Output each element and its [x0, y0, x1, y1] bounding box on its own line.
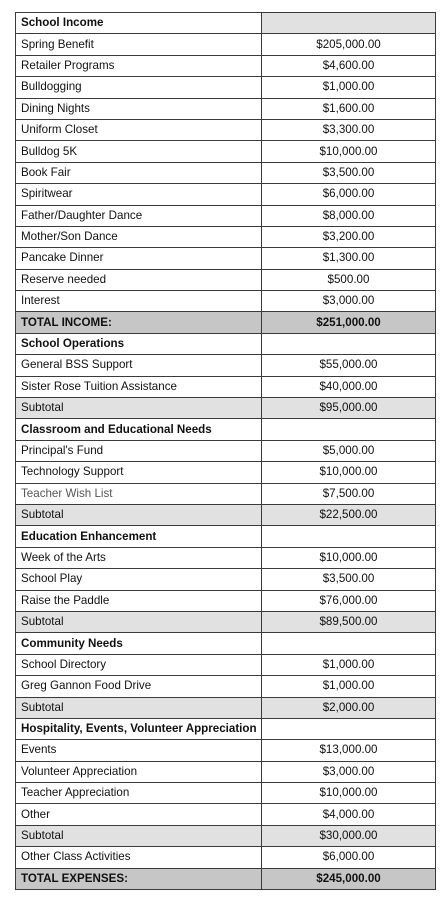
row-amount	[262, 526, 436, 547]
row-label: Retailer Programs	[16, 55, 262, 76]
row-label: Sister Rose Tuition Assistance	[16, 376, 262, 397]
row-amount	[262, 633, 436, 654]
row-amount	[262, 718, 436, 739]
row-amount: $8,000.00	[262, 205, 436, 226]
table-row	[16, 654, 436, 675]
table-row	[16, 783, 436, 804]
row-label: Events	[16, 740, 262, 761]
table-row	[16, 226, 436, 247]
table-row	[16, 55, 436, 76]
row-amount: $251,000.00	[262, 312, 436, 333]
row-label: Week of the Arts	[16, 547, 262, 568]
row-amount: $1,000.00	[262, 654, 436, 675]
row-amount	[262, 419, 436, 440]
row-amount: $3,200.00	[262, 226, 436, 247]
row-amount: $40,000.00	[262, 376, 436, 397]
row-label: Hospitality, Events, Volunteer Appreciation	[16, 718, 262, 739]
table-row	[16, 162, 436, 183]
subtotal-row	[16, 398, 436, 419]
row-label: Subtotal	[16, 825, 262, 846]
row-amount: $3,300.00	[262, 119, 436, 140]
row-amount: $7,500.00	[262, 483, 436, 504]
table-row	[16, 141, 436, 162]
row-amount: $3,500.00	[262, 162, 436, 183]
row-label: TOTAL EXPENSES:	[16, 868, 262, 889]
row-label: Bulldog 5K	[16, 141, 262, 162]
row-amount	[262, 333, 436, 354]
row-amount: $89,500.00	[262, 611, 436, 632]
row-amount: $13,000.00	[262, 740, 436, 761]
subtotal-row	[16, 697, 436, 718]
row-amount: $3,500.00	[262, 569, 436, 590]
section-header-row	[16, 633, 436, 654]
row-amount: $1,000.00	[262, 77, 436, 98]
row-label: Spring Benefit	[16, 34, 262, 55]
table-row	[16, 847, 436, 868]
row-label: Subtotal	[16, 611, 262, 632]
table-row	[16, 483, 436, 504]
row-label: Uniform Closet	[16, 119, 262, 140]
row-label: Subtotal	[16, 398, 262, 419]
total-row	[16, 312, 436, 333]
row-label: Community Needs	[16, 633, 262, 654]
row-label: TOTAL INCOME:	[16, 312, 262, 333]
table-row	[16, 355, 436, 376]
row-label: Subtotal	[16, 697, 262, 718]
table-row	[16, 547, 436, 568]
subtotal-row	[16, 611, 436, 632]
budget-table-body	[16, 13, 436, 890]
row-amount: $4,600.00	[262, 55, 436, 76]
table-row	[16, 77, 436, 98]
row-amount: $2,000.00	[262, 697, 436, 718]
row-amount: $5,000.00	[262, 440, 436, 461]
row-amount: $4,000.00	[262, 804, 436, 825]
row-amount: $30,000.00	[262, 825, 436, 846]
row-amount: $10,000.00	[262, 141, 436, 162]
table-row	[16, 676, 436, 697]
table-row	[16, 34, 436, 55]
row-amount: $10,000.00	[262, 462, 436, 483]
row-label: Raise the Paddle	[16, 590, 262, 611]
row-amount: $1,600.00	[262, 98, 436, 119]
row-label: Other	[16, 804, 262, 825]
row-label: Interest	[16, 291, 262, 312]
row-label: Dining Nights	[16, 98, 262, 119]
table-row	[16, 205, 436, 226]
row-amount: $6,000.00	[262, 184, 436, 205]
row-label: Volunteer Appreciation	[16, 761, 262, 782]
table-row	[16, 590, 436, 611]
section-header-row	[16, 333, 436, 354]
table-row	[16, 462, 436, 483]
table-row	[16, 804, 436, 825]
row-amount: $500.00	[262, 269, 436, 290]
table-row	[16, 248, 436, 269]
row-label: Other Class Activities	[16, 847, 262, 868]
row-amount	[262, 13, 436, 34]
row-amount: $1,000.00	[262, 676, 436, 697]
row-label: Teacher Wish List	[16, 483, 262, 504]
row-label: Principal's Fund	[16, 440, 262, 461]
budget-table	[15, 12, 436, 890]
table-row	[16, 440, 436, 461]
total-row	[16, 868, 436, 889]
row-label: School Income	[16, 13, 262, 34]
table-row	[16, 740, 436, 761]
row-label: School Directory	[16, 654, 262, 675]
row-label: Bulldogging	[16, 77, 262, 98]
row-amount: $6,000.00	[262, 847, 436, 868]
row-amount: $205,000.00	[262, 34, 436, 55]
row-amount: $1,300.00	[262, 248, 436, 269]
row-label: School Play	[16, 569, 262, 590]
row-label: Greg Gannon Food Drive	[16, 676, 262, 697]
row-label: Reserve needed	[16, 269, 262, 290]
row-label: Classroom and Educational Needs	[16, 419, 262, 440]
row-label: Book Fair	[16, 162, 262, 183]
row-amount: $95,000.00	[262, 398, 436, 419]
section-header-row	[16, 13, 436, 34]
row-amount: $10,000.00	[262, 547, 436, 568]
table-row	[16, 376, 436, 397]
row-label: Mother/Son Dance	[16, 226, 262, 247]
section-header-row	[16, 718, 436, 739]
section-header-row	[16, 526, 436, 547]
row-label: Subtotal	[16, 504, 262, 525]
row-label: Pancake Dinner	[16, 248, 262, 269]
table-row	[16, 291, 436, 312]
row-label: Education Enhancement	[16, 526, 262, 547]
row-label: School Operations	[16, 333, 262, 354]
row-label: Father/Daughter Dance	[16, 205, 262, 226]
row-label: Technology Support	[16, 462, 262, 483]
row-amount: $3,000.00	[262, 761, 436, 782]
section-header-row	[16, 419, 436, 440]
table-row	[16, 184, 436, 205]
table-row	[16, 761, 436, 782]
row-amount: $245,000.00	[262, 868, 436, 889]
subtotal-row	[16, 825, 436, 846]
row-amount: $76,000.00	[262, 590, 436, 611]
table-row	[16, 98, 436, 119]
row-label: Spiritwear	[16, 184, 262, 205]
row-amount: $22,500.00	[262, 504, 436, 525]
row-label: General BSS Support	[16, 355, 262, 376]
table-row	[16, 269, 436, 290]
table-row	[16, 569, 436, 590]
row-amount: $10,000.00	[262, 783, 436, 804]
row-amount: $3,000.00	[262, 291, 436, 312]
row-amount: $55,000.00	[262, 355, 436, 376]
row-label: Teacher Appreciation	[16, 783, 262, 804]
subtotal-row	[16, 504, 436, 525]
table-row	[16, 119, 436, 140]
